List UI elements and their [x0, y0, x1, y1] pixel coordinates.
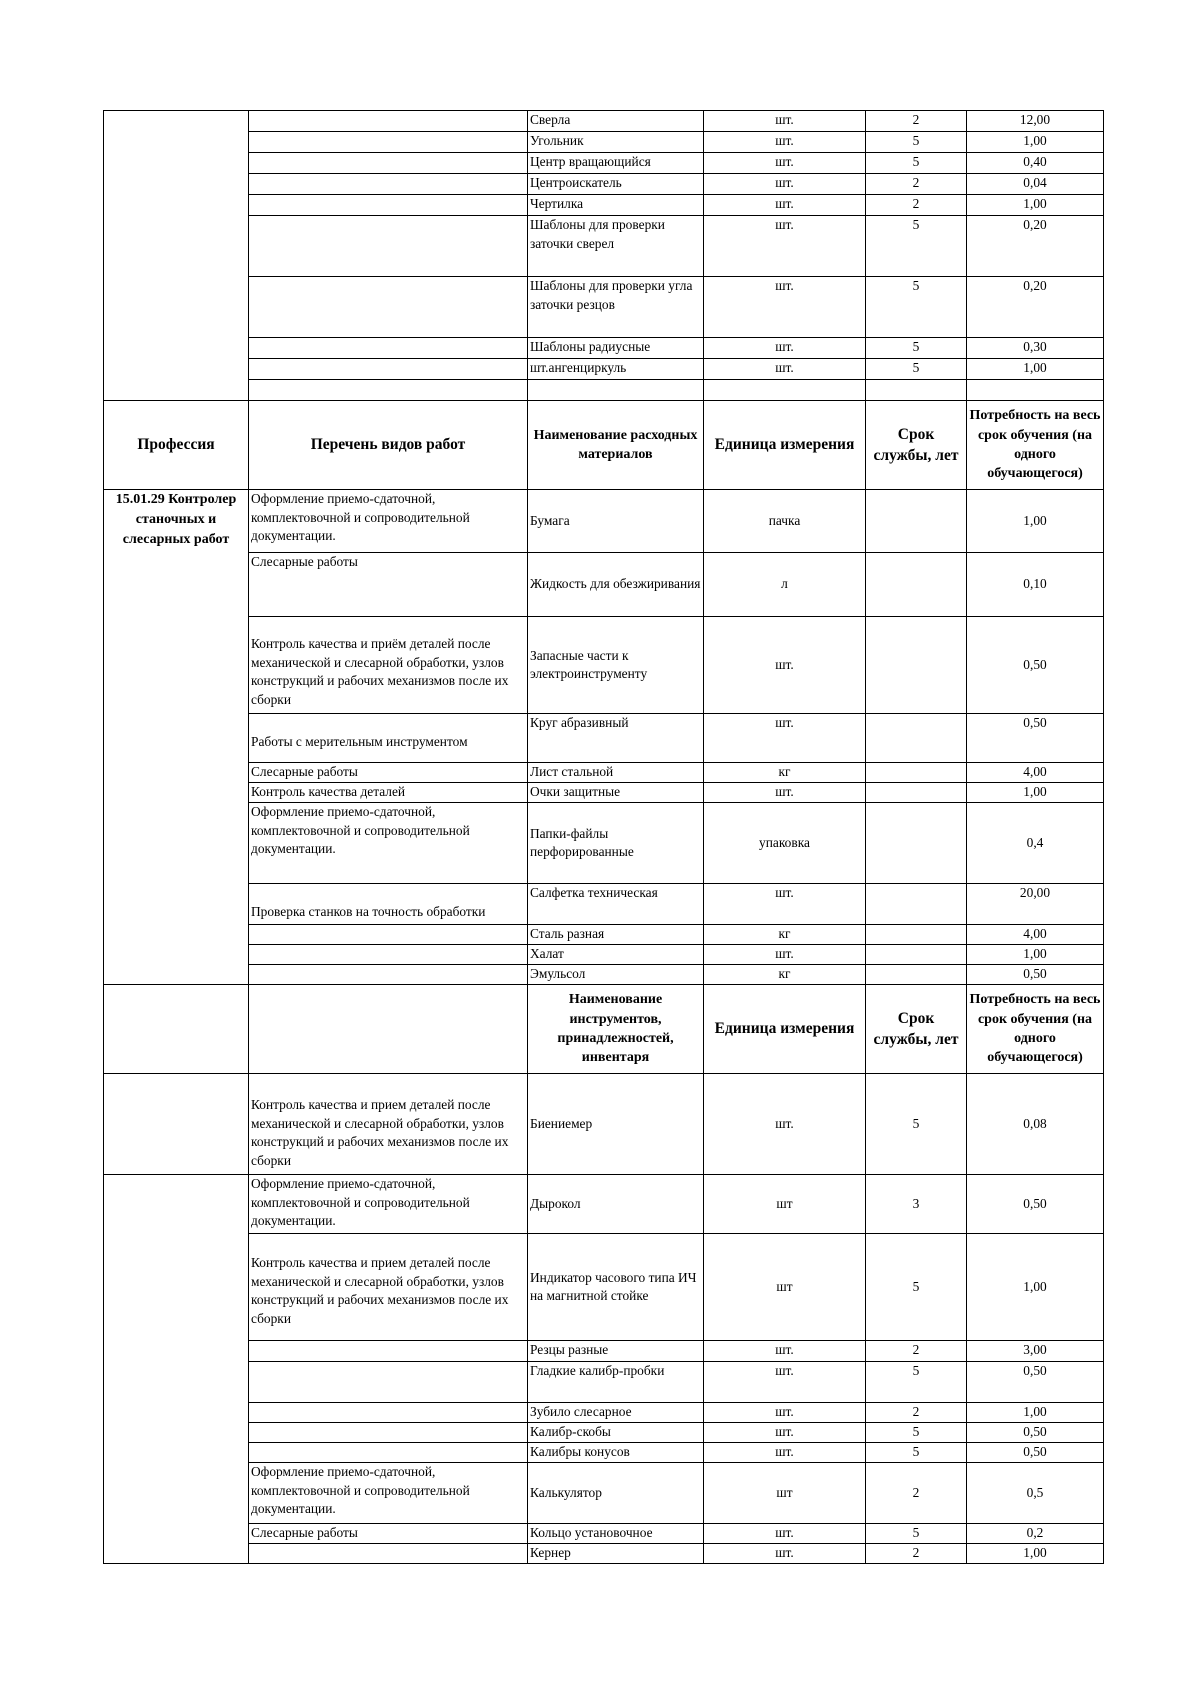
item-name-cell: Биениемер: [528, 1074, 704, 1175]
work-type-cell: [249, 1443, 528, 1463]
requirement-cell: 1,00: [967, 1544, 1104, 1564]
service-life-cell: 5: [866, 359, 967, 380]
unit-cell: шт.: [704, 617, 866, 714]
work-type-cell: [249, 174, 528, 195]
unit-cell: пачка: [704, 490, 866, 553]
requirement-cell: 1,00: [967, 359, 1104, 380]
profession-cell: [104, 359, 249, 380]
item-name-cell: Зубило слесарное: [528, 1403, 704, 1423]
header-row: [104, 401, 1104, 490]
requirement-cell: 1,00: [967, 783, 1104, 803]
profession-cell: [104, 338, 249, 359]
service-life-cell: 5: [866, 216, 967, 277]
requirement-cell: 0,04: [967, 174, 1104, 195]
table-row: [104, 1544, 1104, 1564]
profession-cell: [104, 1341, 249, 1362]
requirement-cell: 3,00: [967, 1341, 1104, 1362]
item-name-cell: Папки-файлы перфорированные: [528, 803, 704, 884]
requirement-cell: 20,00: [967, 884, 1104, 925]
unit-cell: шт.: [704, 1423, 866, 1443]
service-life-cell: 2: [866, 195, 967, 216]
table-row: [104, 803, 1104, 884]
service-life-cell: 5: [866, 1074, 967, 1175]
work-type-cell: Оформление приемо-сдаточной, комплектовочной и сопроводительной документации.: [249, 803, 528, 884]
unit-cell: шт: [704, 1463, 866, 1524]
requirement-cell: 0,50: [967, 1443, 1104, 1463]
table-row: [104, 553, 1104, 617]
unit-cell: шт.: [704, 174, 866, 195]
item-name-cell: Лист стальной: [528, 763, 704, 783]
profession-cell: [104, 1362, 249, 1403]
item-name-cell: Чертилка: [528, 195, 704, 216]
work-type-cell: [249, 338, 528, 359]
unit-cell: шт.: [704, 1341, 866, 1362]
work-type-cell: [249, 111, 528, 132]
item-name-cell: Эмульсол: [528, 965, 704, 985]
service-life-cell: 2: [866, 174, 967, 195]
unit-cell: л: [704, 553, 866, 617]
service-life-cell: 3: [866, 1175, 967, 1234]
table-body: [104, 111, 1104, 1564]
table-row: [104, 174, 1104, 195]
unit-cell: шт.: [704, 111, 866, 132]
requirement-cell: 1,00: [967, 490, 1104, 553]
item-name-cell: Центроискатель: [528, 174, 704, 195]
unit-cell: кг: [704, 925, 866, 945]
requirement-cell: 0,20: [967, 277, 1104, 338]
profession-cell: [104, 1234, 249, 1341]
service-life-cell: 5: [866, 277, 967, 338]
header-service-life: Срок службы, лет: [866, 985, 967, 1074]
profession-cell: [104, 490, 249, 553]
work-type-cell: [249, 965, 528, 985]
item-name-cell: Угольник: [528, 132, 704, 153]
profession-cell: [104, 1074, 249, 1175]
profession-cell: [104, 925, 249, 945]
header-row: [104, 985, 1104, 1074]
header-item-name: Наименование расходных материалов: [528, 401, 704, 490]
work-type-cell: [249, 925, 528, 945]
requirement-cell: 0,50: [967, 1423, 1104, 1443]
work-type-cell: [249, 359, 528, 380]
unit-cell: шт.: [704, 1403, 866, 1423]
table-row: [104, 925, 1104, 945]
unit-cell: кг: [704, 965, 866, 985]
table-row: [104, 153, 1104, 174]
work-type-cell: [249, 1423, 528, 1443]
table-row: [104, 1234, 1104, 1341]
item-name-cell: Калькулятор: [528, 1463, 704, 1524]
work-type-cell: [249, 945, 528, 965]
item-name-cell: Круг абразивный: [528, 714, 704, 763]
unit-cell: шт.: [704, 153, 866, 174]
header-unit: Единица измерения: [704, 985, 866, 1074]
work-type-cell: Контроль качества и приём деталей после механической и слесарной обработки, узлов конструкций и рабочих механизмов после их сборки: [249, 617, 528, 714]
item-name-cell: [528, 380, 704, 401]
table-row: [104, 1362, 1104, 1403]
table-row: [104, 1175, 1104, 1234]
service-life-cell: 5: [866, 1362, 967, 1403]
requirement-cell: [967, 380, 1104, 401]
item-name-cell: Индикатор часового типа ИЧ на магнитной стойке: [528, 1234, 704, 1341]
table-row: [104, 945, 1104, 965]
work-type-cell: Контроль качества деталей: [249, 783, 528, 803]
item-name-cell: Кольцо установочное: [528, 1524, 704, 1544]
work-type-cell: [249, 195, 528, 216]
service-life-cell: [866, 714, 967, 763]
work-type-cell: Слесарные работы: [249, 763, 528, 783]
profession-cell: [104, 803, 249, 884]
equipment-table: [103, 110, 1104, 1564]
item-name-cell: Шаблоны радиусные: [528, 338, 704, 359]
unit-cell: шт.: [704, 132, 866, 153]
service-life-cell: [866, 617, 967, 714]
work-type-cell: Оформление приемо-сдаточной, комплектовочной и сопроводительной документации.: [249, 490, 528, 553]
service-life-cell: [866, 763, 967, 783]
table-row: [104, 1443, 1104, 1463]
service-life-cell: 5: [866, 1524, 967, 1544]
requirement-cell: 0,10: [967, 553, 1104, 617]
work-type-cell: [249, 277, 528, 338]
unit-cell: шт.: [704, 359, 866, 380]
table-row: [104, 1074, 1104, 1175]
requirement-cell: 0,40: [967, 153, 1104, 174]
requirement-cell: 4,00: [967, 763, 1104, 783]
requirement-cell: 1,00: [967, 132, 1104, 153]
service-life-cell: 5: [866, 1234, 967, 1341]
item-name-cell: Жидкость для обезжиривания: [528, 553, 704, 617]
requirement-cell: 0,50: [967, 714, 1104, 763]
unit-cell: шт.: [704, 216, 866, 277]
item-name-cell: Салфетка техническая: [528, 884, 704, 925]
profession-cell: [104, 714, 249, 763]
requirement-cell: 0,50: [967, 965, 1104, 985]
unit-cell: шт.: [704, 1443, 866, 1463]
work-type-cell: Слесарные работы: [249, 1524, 528, 1544]
item-name-cell: Резцы разные: [528, 1341, 704, 1362]
table-row: [104, 490, 1104, 553]
unit-cell: шт: [704, 1234, 866, 1341]
service-life-cell: [866, 490, 967, 553]
service-life-cell: [866, 965, 967, 985]
service-life-cell: 5: [866, 132, 967, 153]
profession-cell: [104, 174, 249, 195]
work-type-cell: Оформление приемо-сдаточной, комплектовочной и сопроводительной документации.: [249, 1463, 528, 1524]
profession-cell: [104, 195, 249, 216]
requirement-cell: 0,20: [967, 216, 1104, 277]
profession-cell: [104, 216, 249, 277]
item-name-cell: Запасные части к электроинструменту: [528, 617, 704, 714]
requirement-cell: 0,4: [967, 803, 1104, 884]
table-row: [104, 965, 1104, 985]
table-row: [104, 1341, 1104, 1362]
requirement-cell: 0,5: [967, 1463, 1104, 1524]
unit-cell: шт.: [704, 884, 866, 925]
table-row: [104, 1463, 1104, 1524]
requirement-cell: 0,30: [967, 338, 1104, 359]
work-type-cell: Работы с мерительным инструментом: [249, 714, 528, 763]
unit-cell: кг: [704, 763, 866, 783]
table-row: [104, 338, 1104, 359]
requirement-cell: 1,00: [967, 945, 1104, 965]
service-life-cell: [866, 380, 967, 401]
item-name-cell: Центр вращающийся: [528, 153, 704, 174]
service-life-cell: [866, 783, 967, 803]
work-type-cell: Оформление приемо-сдаточной, комплектовочной и сопроводительной документации.: [249, 1175, 528, 1234]
service-life-cell: [866, 803, 967, 884]
profession-cell: [104, 111, 249, 132]
table-row: [104, 380, 1104, 401]
profession-cell: [104, 617, 249, 714]
work-type-cell: Проверка станков на точность обработки: [249, 884, 528, 925]
requirement-cell: 1,00: [967, 195, 1104, 216]
item-name-cell: Шаблоны для проверки угла заточки резцов: [528, 277, 704, 338]
unit-cell: шт: [704, 1175, 866, 1234]
service-life-cell: [866, 884, 967, 925]
requirement-cell: 12,00: [967, 111, 1104, 132]
requirement-cell: 0,50: [967, 1175, 1104, 1234]
unit-cell: шт.: [704, 783, 866, 803]
item-name-cell: Гладкие калибр-пробки: [528, 1362, 704, 1403]
header-item-name: Наименование инструментов, принадлежностей, инвентаря: [528, 985, 704, 1074]
table-row: [104, 1524, 1104, 1544]
table-row: [104, 884, 1104, 925]
service-life-cell: 5: [866, 1443, 967, 1463]
item-name-cell: Калибр-скобы: [528, 1423, 704, 1443]
table-row: [104, 763, 1104, 783]
table-row: [104, 359, 1104, 380]
service-life-cell: 5: [866, 338, 967, 359]
table-row: [104, 783, 1104, 803]
table-row: [104, 111, 1104, 132]
service-life-cell: 2: [866, 1341, 967, 1362]
item-name-cell: Шаблоны для проверки заточки сверел: [528, 216, 704, 277]
service-life-cell: 2: [866, 1544, 967, 1564]
profession-cell: [104, 1403, 249, 1423]
item-name-cell: шт.ангенциркуль: [528, 359, 704, 380]
work-type-cell: [249, 132, 528, 153]
unit-cell: шт.: [704, 277, 866, 338]
unit-cell: шт.: [704, 1524, 866, 1544]
service-life-cell: 5: [866, 1423, 967, 1443]
header-service-life: Срок службы, лет: [866, 401, 967, 490]
header-profession: [104, 985, 249, 1074]
service-life-cell: [866, 945, 967, 965]
work-type-cell: [249, 153, 528, 174]
work-type-cell: [249, 1544, 528, 1564]
profession-cell: [104, 763, 249, 783]
profession-cell: [104, 1175, 249, 1234]
table-row: [104, 714, 1104, 763]
requirement-cell: 0,50: [967, 1362, 1104, 1403]
profession-cell: [104, 1443, 249, 1463]
unit-cell: шт.: [704, 945, 866, 965]
work-type-cell: Контроль качества и прием деталей после механической и слесарной обработки, узлов конструкций и рабочих механизмов после их сборки: [249, 1234, 528, 1341]
header-work-types: [249, 985, 528, 1074]
requirement-cell: 1,00: [967, 1234, 1104, 1341]
profession-cell: [104, 153, 249, 174]
service-life-cell: 2: [866, 1403, 967, 1423]
requirement-cell: 4,00: [967, 925, 1104, 945]
profession-cell: [104, 380, 249, 401]
item-name-cell: Сверла: [528, 111, 704, 132]
table-row: [104, 1403, 1104, 1423]
unit-cell: упаковка: [704, 803, 866, 884]
item-name-cell: Бумага: [528, 490, 704, 553]
profession-cell: [104, 1524, 249, 1544]
table-row: [104, 277, 1104, 338]
service-life-cell: 2: [866, 1463, 967, 1524]
requirement-cell: 0,50: [967, 617, 1104, 714]
item-name-cell: Халат: [528, 945, 704, 965]
item-name-cell: Очки защитные: [528, 783, 704, 803]
work-type-cell: [249, 1362, 528, 1403]
header-requirement: Потребность на весь срок обучения (на одного обучающегося): [967, 401, 1104, 490]
item-name-cell: Кернер: [528, 1544, 704, 1564]
unit-cell: шт.: [704, 714, 866, 763]
item-name-cell: Дырокол: [528, 1175, 704, 1234]
requirement-cell: 0,08: [967, 1074, 1104, 1175]
unit-cell: шт.: [704, 195, 866, 216]
table-row: [104, 216, 1104, 277]
service-life-cell: [866, 553, 967, 617]
unit-cell: шт.: [704, 338, 866, 359]
work-type-cell: [249, 216, 528, 277]
item-name-cell: Калибры конусов: [528, 1443, 704, 1463]
unit-cell: шт.: [704, 1544, 866, 1564]
profession-cell: [104, 783, 249, 803]
profession-cell: [104, 553, 249, 617]
work-type-cell: Слесарные работы: [249, 553, 528, 617]
unit-cell: шт.: [704, 1074, 866, 1175]
table-row: [104, 617, 1104, 714]
header-unit: Единица измерения: [704, 401, 866, 490]
profession-cell: [104, 884, 249, 925]
profession-cell: [104, 132, 249, 153]
profession-cell: [104, 1463, 249, 1524]
header-profession: Профессия: [104, 401, 249, 490]
work-type-cell: [249, 1403, 528, 1423]
requirement-cell: 1,00: [967, 1403, 1104, 1423]
service-life-cell: 2: [866, 111, 967, 132]
profession-title: 15.01.29 Контролер станочных и слесарных работ: [115, 492, 237, 547]
service-life-cell: 5: [866, 153, 967, 174]
unit-cell: [704, 380, 866, 401]
profession-cell: [104, 1423, 249, 1443]
unit-cell: шт.: [704, 1362, 866, 1403]
work-type-cell: [249, 1341, 528, 1362]
table-row: [104, 1423, 1104, 1443]
profession-cell: [104, 277, 249, 338]
item-name-cell: Сталь разная: [528, 925, 704, 945]
requirement-cell: 0,2: [967, 1524, 1104, 1544]
service-life-cell: [866, 925, 967, 945]
header-work-types: Перечень видов работ: [249, 401, 528, 490]
header-requirement: Потребность на весь срок обучения (на одного обучающегося): [967, 985, 1104, 1074]
profession-cell: [104, 1544, 249, 1564]
table-row: [104, 195, 1104, 216]
table-row: [104, 132, 1104, 153]
work-type-cell: Контроль качества и прием деталей после механической и слесарной обработки, узлов конструкций и рабочих механизмов после их сборки: [249, 1074, 528, 1175]
profession-cell: [104, 965, 249, 985]
profession-cell: [104, 945, 249, 965]
work-type-cell: [249, 380, 528, 401]
